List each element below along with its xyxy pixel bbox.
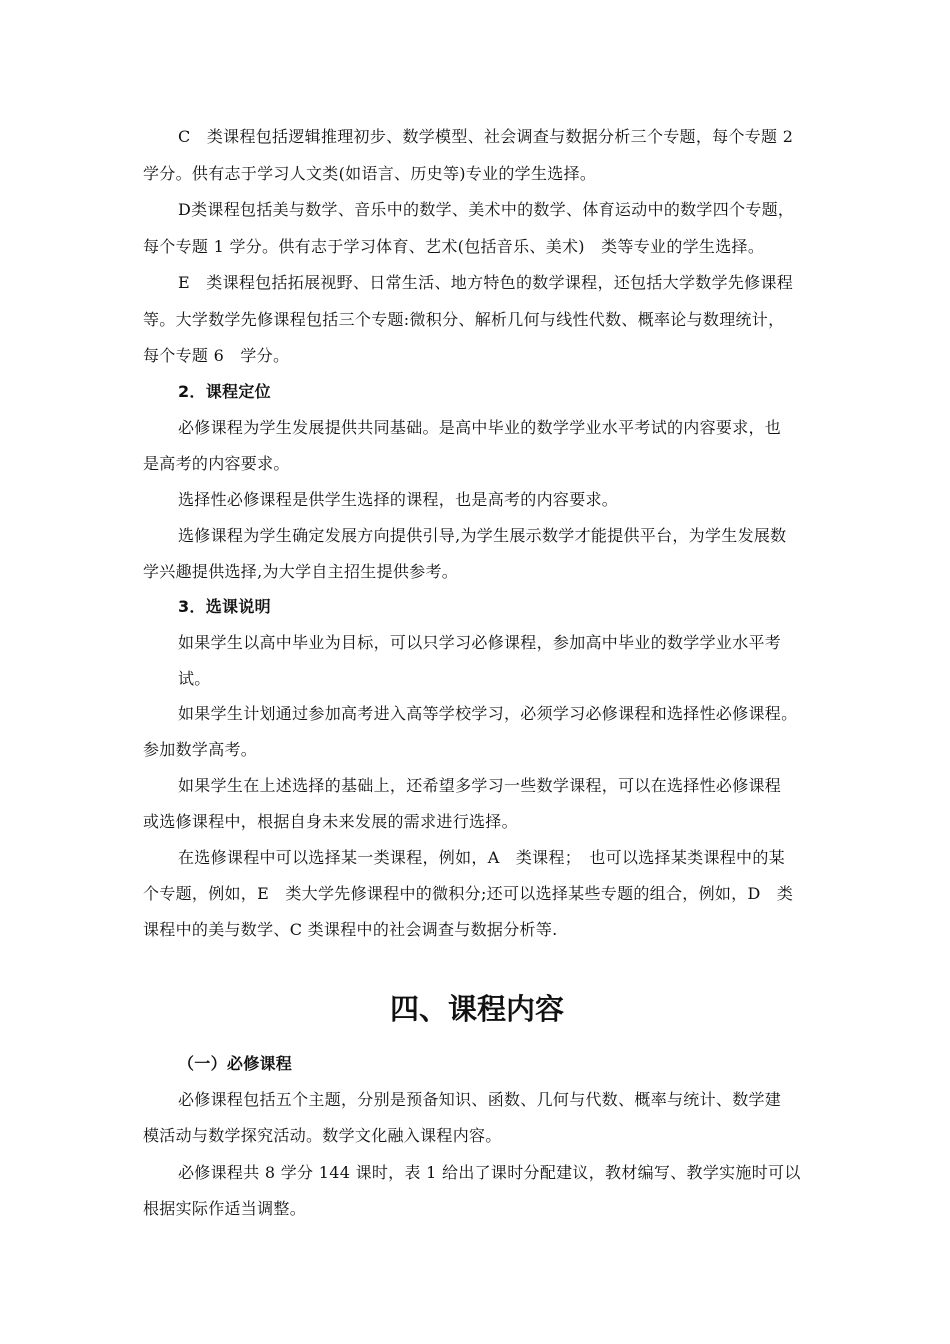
paragraph-line: 个专题，例如，E 类大学先修课程中的微积分;还可以选择某些专题的组合，例如，D 类 xyxy=(143,884,794,903)
paragraph-line: 如果学生在上述选择的基础上，还希望多学习一些数学课程，可以在选择性必修课程 xyxy=(178,776,782,795)
paragraph-line: 如果学生以高中毕业为目标，可以只学习必修课程，参加高中毕业的数学学业水平考 xyxy=(178,633,782,652)
paragraph-line: 模活动与数学探究活动。数学文化融入课程内容。 xyxy=(143,1126,502,1145)
paragraph-line: 根据实际作适当调整。 xyxy=(143,1199,307,1218)
paragraph-line: 必修课程共 8 学分 144 课时，表 1 给出了课时分配建议，教材编写、教学实施时可以 xyxy=(178,1163,801,1182)
paragraph-line: 如果学生计划通过参加高考进入高等学校学习，必须学习必修课程和选择性必修课程。 xyxy=(178,704,798,723)
paragraph-line: 每个专题 6 学分。 xyxy=(143,346,290,365)
paragraph-line: E 类课程包括拓展视野、日常生活、地方特色的数学课程，还包括大学数学先修课程 xyxy=(178,273,794,292)
paragraph-line: 或选修课程中，根据自身未来发展的需求进行选择。 xyxy=(143,812,518,831)
paragraph-line: 在选修课程中可以选择某一类课程，例如，A 类课程； 也可以选择某类课程中的某 xyxy=(178,848,785,867)
paragraph-line: 选择性必修课程是供学生选择的课程，也是高考的内容要求。 xyxy=(178,490,619,509)
paragraph-line: 学分。供有志于学习人文类(如语言、历史等)专业的学生选择。 xyxy=(143,164,597,183)
subsection-heading-required-courses: （一）必修课程 xyxy=(178,1054,293,1073)
paragraph-line: 课程中的美与数学、C 类课程中的社会调查与数据分析等. xyxy=(143,920,558,939)
paragraph-line: 必修课程为学生发展提供共同基础。是高中毕业的数学学业水平考试的内容要求，也 xyxy=(178,418,782,437)
paragraph-line: 是高考的内容要求。 xyxy=(143,454,290,473)
paragraph-line: 必修课程包括五个主题，分别是预备知识、函数、几何与代数、概率与统计、数学建 xyxy=(178,1090,782,1109)
section-heading-course-selection: 3．选课说明 xyxy=(178,597,271,616)
paragraph-line: 等。大学数学先修课程包括三个专题:微积分、解析几何与线性代数、概率论与数理统计， xyxy=(143,310,785,329)
paragraph-line: 每个专题 1 学分。供有志于学习体育、艺术(包括音乐、美术) 类等专业的学生选择。 xyxy=(143,237,765,256)
paragraph-line: 学兴趣提供选择,为大学自主招生提供参考。 xyxy=(143,562,459,581)
paragraph-line: 试。 xyxy=(178,669,211,688)
paragraph-line: 选修课程为学生确定发展方向提供引导,为学生展示数学才能提供平台，为学生发展数 xyxy=(178,526,787,545)
section-heading-course-positioning: 2．课程定位 xyxy=(178,382,271,401)
paragraph-line: C 类课程包括逻辑推理初步、数学模型、社会调查与数据分析三个专题，每个专题 2 xyxy=(178,127,794,146)
paragraph-line: D类课程包括美与数学、音乐中的数学、美术中的数学、体育运动中的数学四个专题， xyxy=(178,200,795,219)
paragraph-line: 参加数学高考。 xyxy=(143,740,258,759)
chapter-title: 四、课程内容 xyxy=(390,992,565,1026)
